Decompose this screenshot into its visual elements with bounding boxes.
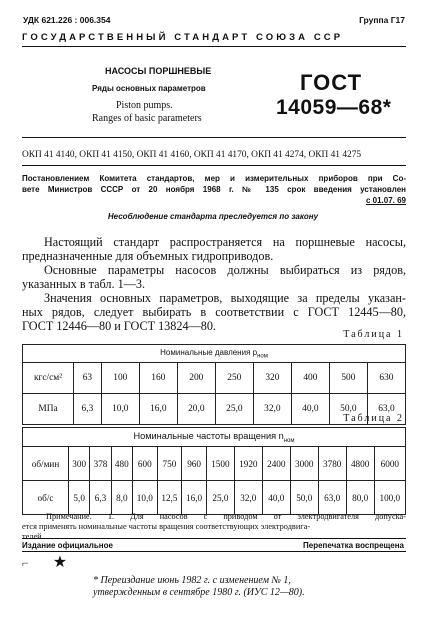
table1-row-kgf bbox=[23, 363, 406, 394]
subtitle-ru: Ряды основных параметров bbox=[92, 84, 206, 93]
table-cell: 40,0 bbox=[262, 481, 290, 515]
group-code: Группа Г17 bbox=[359, 15, 405, 25]
udk-code: УДК 621.226 : 006.354 bbox=[23, 15, 111, 25]
okp-codes: ОКП 41 4140, ОКП 41 4150, ОКП 41 4160, ОКП 41 4170, ОКП 41 4274, ОКП 41 4275 bbox=[22, 150, 362, 160]
table-cell: 50,0 bbox=[329, 394, 367, 425]
reissue-line: утвержденным в сентябре 1980 г. (ИУС 12—80). bbox=[93, 587, 305, 598]
table-cell: 63 bbox=[74, 363, 102, 394]
table-cell: 6,3 bbox=[74, 394, 102, 425]
table-cell: 25,0 bbox=[206, 481, 234, 515]
footer-rule bbox=[22, 538, 406, 539]
unit-cell: МПа bbox=[23, 394, 74, 425]
decree-line: Постановлением Комитета стандартов, мер и измерительных приборов при Со- bbox=[22, 174, 406, 183]
table-cell: 32,0 bbox=[253, 394, 291, 425]
paragraph-line: Основные параметры насосов должны выбираться из рядов, bbox=[44, 263, 406, 277]
table-cell: 378 bbox=[90, 447, 111, 481]
unit-cell: об/с bbox=[23, 481, 69, 515]
table-cell: 63,0 bbox=[367, 394, 405, 425]
table-cell: 480 bbox=[111, 447, 132, 481]
header-rule bbox=[22, 46, 406, 47]
table-cell: 6000 bbox=[374, 447, 405, 481]
unit-cell: кгс/см² bbox=[23, 363, 74, 394]
footer-rule-bottom bbox=[22, 551, 406, 552]
decree-date: с 01.07. 69 bbox=[365, 196, 406, 205]
table-cell: 8,0 bbox=[111, 481, 132, 515]
table1-caption: Таблица 1 bbox=[343, 329, 404, 340]
subtitle-en: Ranges of basic parameters bbox=[92, 113, 202, 124]
table2-row-rpm bbox=[23, 447, 406, 481]
table-cell: 4800 bbox=[346, 447, 374, 481]
note-line: телей. bbox=[22, 532, 44, 541]
table-cell: 3000 bbox=[290, 447, 318, 481]
gost-number: 14059—68* bbox=[276, 96, 392, 119]
table-cell: 200 bbox=[177, 363, 215, 394]
table-cell: 320 bbox=[253, 363, 291, 394]
reprint-prohibited-label: Перепечатка воспрещена bbox=[303, 541, 404, 550]
table-cell: 16,0 bbox=[182, 481, 207, 515]
star-marks bbox=[22, 552, 67, 572]
state-standard-heading: ГОСУДАРСТВЕННЫЙ СТАНДАРТ СОЮЗА ССР bbox=[22, 32, 344, 43]
decree-line: вете Министров СССР от 20 ноября 1968 г. № 135 срок введения установлен bbox=[22, 185, 406, 194]
body-text bbox=[22, 235, 406, 333]
table-cell: 600 bbox=[132, 447, 157, 481]
rotation-speed-table bbox=[22, 427, 406, 515]
title-rule bbox=[22, 137, 406, 138]
dash-mark: ⌐ bbox=[22, 556, 29, 570]
star-icon: ★ bbox=[52, 554, 68, 571]
violation-notice: Несоблюдение стандарта преследуется по закону bbox=[107, 212, 319, 221]
paragraph-line: указанных в табл. 1—3. bbox=[22, 277, 146, 291]
table-cell: 100,0 bbox=[374, 481, 405, 515]
decree-text bbox=[22, 173, 406, 206]
table-cell: 300 bbox=[69, 447, 90, 481]
table-cell: 630 bbox=[367, 363, 405, 394]
reissue-note bbox=[93, 575, 406, 599]
official-edition-label: Издание официальное bbox=[22, 541, 113, 550]
table-cell: 32,0 bbox=[234, 481, 262, 515]
paragraph-line: Настоящий стандарт распространяется на поршневые насосы, bbox=[44, 235, 406, 249]
table1-header: Номинальные давления $p_{ном}$ bbox=[23, 345, 406, 363]
table-cell: 25,0 bbox=[215, 394, 253, 425]
paragraph-line: ГОСТ 12446—80 и ГОСТ 13824—80. bbox=[22, 319, 216, 333]
table-cell: 10,0 bbox=[101, 394, 139, 425]
table-cell: 1920 bbox=[234, 447, 262, 481]
note-line: Примечание. 1. Для насосов с приводом от электродвигателя допуска- bbox=[46, 512, 406, 521]
table-cell: 12,5 bbox=[157, 481, 182, 515]
table-cell: 960 bbox=[182, 447, 207, 481]
table-cell: 400 bbox=[291, 363, 329, 394]
paragraph-line: Значения основных параметров, выходящие за пределы указан- bbox=[44, 291, 406, 305]
table-cell: 16,0 bbox=[139, 394, 177, 425]
table2-header: Номинальные частоты вращения $n_{ном}$ bbox=[23, 428, 406, 447]
table-cell: 2400 bbox=[262, 447, 290, 481]
table-cell: 100 bbox=[101, 363, 139, 394]
table2-caption: Таблица 2 bbox=[343, 413, 404, 424]
table-cell: 250 bbox=[215, 363, 253, 394]
table-cell: 160 bbox=[139, 363, 177, 394]
okp-rule bbox=[22, 165, 406, 166]
table-cell: 40,0 bbox=[291, 394, 329, 425]
title-en: Piston pumps. bbox=[116, 100, 173, 111]
table-cell: 5,0 bbox=[69, 481, 90, 515]
table-cell: 20,0 bbox=[177, 394, 215, 425]
table-cell: 750 bbox=[157, 447, 182, 481]
table-cell: 80,0 bbox=[346, 481, 374, 515]
gost-label: ГОСТ bbox=[300, 70, 363, 95]
paragraph-line: предназначенные для объемных гидроприводов. bbox=[22, 249, 274, 263]
table-cell: 6,3 bbox=[90, 481, 111, 515]
unit-cell: об/мин bbox=[23, 447, 69, 481]
reissue-line: * Переиздание июнь 1982 г. с изменением № 1, bbox=[93, 575, 291, 586]
table-cell: 1500 bbox=[206, 447, 234, 481]
table-cell: 50,0 bbox=[290, 481, 318, 515]
table-cell: 3780 bbox=[318, 447, 346, 481]
table-cell: 10,0 bbox=[132, 481, 157, 515]
note-line: ется применять номинальные частоты вращения соответствующих электродвига- bbox=[22, 522, 311, 531]
paragraph-line: ных рядов, следует выбирать в соответствии с ГОСТ 12445—80, bbox=[22, 305, 406, 319]
title-ru: НАСОСЫ ПОРШНЕВЫЕ bbox=[105, 66, 212, 76]
table-cell: 500 bbox=[329, 363, 367, 394]
table2-row-rps bbox=[23, 481, 406, 515]
table-cell: 63,0 bbox=[318, 481, 346, 515]
